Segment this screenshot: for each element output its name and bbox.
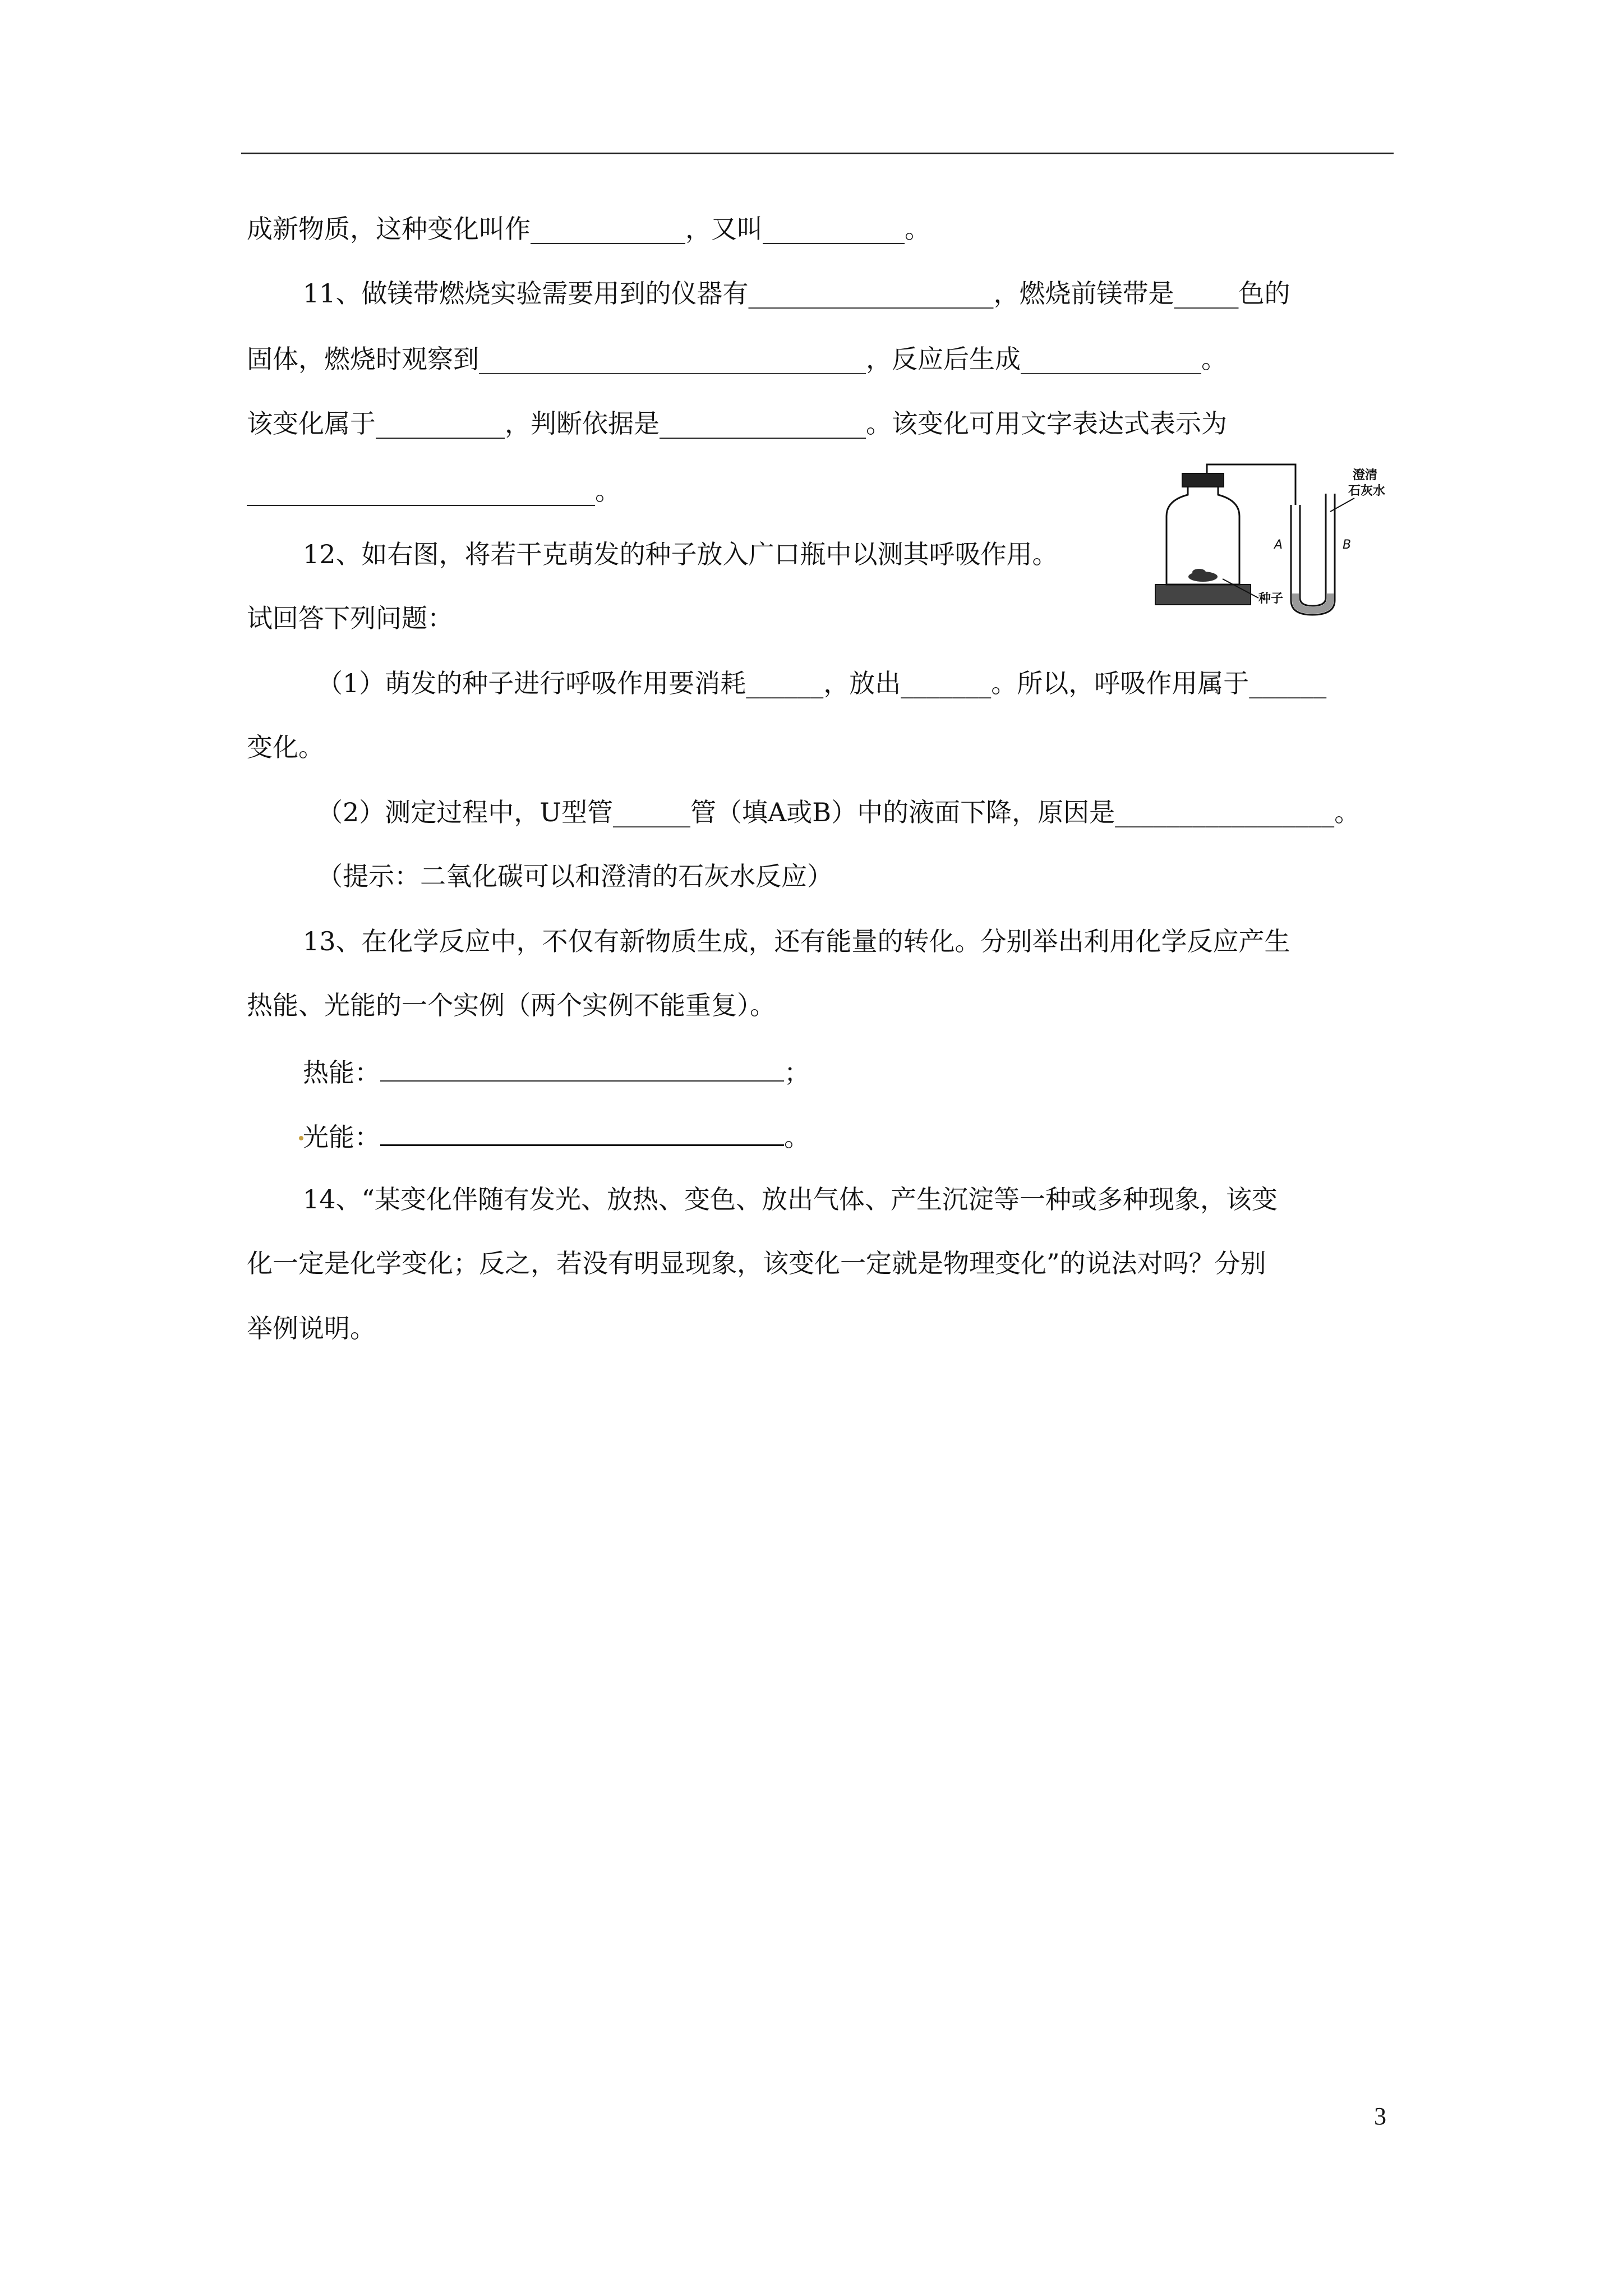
text: 11、做镁带燃烧实验需要用到的仪器有 [303, 278, 749, 309]
answer-blank: ______ [746, 668, 824, 698]
label-b: B [1343, 538, 1352, 552]
answer-line [380, 1117, 784, 1146]
text: 。 [905, 214, 930, 244]
question-11-line-3 [247, 407, 1396, 440]
text: ，燃烧前镁带是 [993, 278, 1174, 309]
text: 举例说明。 [247, 1313, 376, 1343]
answer-blank: ______ [613, 797, 691, 827]
label-a: A [1274, 538, 1283, 552]
text: 。所以，呼吸作用属于______ [991, 668, 1327, 698]
text: 14、“某变化伴随有发光、放热、变色、放出气体、产生沉淀等一种或多种现象，该变 [303, 1184, 1278, 1214]
question-11-line-1 [303, 277, 1453, 310]
answer-blank: _________________ [1115, 797, 1335, 827]
question-12-part-1 [317, 666, 1467, 700]
text: 变化。 [247, 732, 324, 762]
stopper [1182, 473, 1224, 487]
question-13-line-1 [303, 924, 1453, 958]
seed [1192, 569, 1206, 576]
text: ，反应后生成 [866, 344, 1021, 374]
answer-blank: _______ [901, 668, 992, 698]
answer-blank: ___________________________ [247, 476, 595, 506]
header-rule [241, 153, 1394, 154]
text: 化一定是化学变化；反之，若没有明显现象，该变化一定就是物理变化”的说法对吗？分别 [247, 1248, 1266, 1278]
label-seed: 种子 [1258, 592, 1284, 606]
answer-line [380, 1053, 784, 1082]
question-12-part-2 [317, 795, 1467, 829]
text: ，放出 [823, 668, 901, 698]
answer-blank: ________________ [660, 408, 866, 439]
question-14-line-2 [247, 1246, 1396, 1280]
answer-blank: ___________ [763, 214, 905, 244]
question-12-hint [317, 859, 1467, 893]
text: 热能： [303, 1057, 380, 1088]
question-12-line-1 [303, 537, 1178, 571]
question-13-light [303, 1117, 1453, 1154]
respiration-apparatus-diagram [1144, 460, 1413, 623]
question-14-line-1 [303, 1182, 1453, 1216]
text: 。该变化可用文字表达式表示为 [866, 408, 1227, 439]
text: ； [784, 1057, 810, 1088]
label-limewater-1: 澄清 [1353, 468, 1378, 482]
text: 光能： [303, 1122, 380, 1152]
text: 12、如右图，将若干克萌发的种子放入广口瓶中以测其呼吸作用。 [303, 539, 1058, 569]
answer-blank: ___________________ [748, 278, 994, 309]
text: 色的 [1238, 278, 1290, 309]
text: 热能、光能的一个实例（两个实例不能重复）。 [247, 990, 776, 1020]
u-tube-inner [1300, 494, 1326, 606]
text: （提示：二氧化碳可以和澄清的石灰水反应） [317, 861, 833, 891]
text: ，又叫 [685, 214, 763, 244]
answer-blank: _____ [1174, 278, 1239, 309]
answer-blank: ______________________________ [479, 344, 866, 374]
question-12-part-1-cont [247, 730, 1396, 764]
text: 固体，燃烧时观察到 [247, 344, 479, 374]
base-block [1155, 585, 1251, 605]
label-limewater-2: 石灰水 [1348, 484, 1386, 498]
question-13-heat [303, 1053, 1453, 1089]
limewater-liquid [1292, 593, 1334, 614]
answer-blank: __________ [376, 408, 505, 439]
text: 。 [1334, 797, 1361, 827]
question-13-line-2 [247, 988, 1396, 1022]
text: 试回答下列问题： [247, 603, 453, 633]
text: （2）测定过程中，U型管 [317, 797, 614, 827]
page-number: 3 [1374, 2102, 1386, 2130]
answer-blank: ______________ [1021, 344, 1201, 374]
question-11-line-2 [247, 342, 1396, 376]
text: ，判断依据是 [505, 408, 660, 439]
text: （1）萌发的种子进行呼吸作用要消耗 [317, 668, 746, 698]
text: 。 [1201, 344, 1227, 374]
answer-blank: ____________ [531, 214, 685, 244]
text: 。 [595, 476, 621, 506]
label-pointer [1330, 498, 1354, 512]
text: 成新物质，这种变化叫作 [247, 214, 531, 244]
text-line-continuation [247, 212, 1396, 246]
text: 13、在化学反应中，不仅有新物质生成，还有能量的转化。分别举出利用化学反应产生 [303, 926, 1290, 956]
text: 该变化属于 [247, 408, 376, 439]
text: 管（填A或B）中的液面下降，原因是 [690, 797, 1115, 827]
text: 。 [784, 1122, 810, 1152]
question-14-line-3 [247, 1312, 1396, 1345]
